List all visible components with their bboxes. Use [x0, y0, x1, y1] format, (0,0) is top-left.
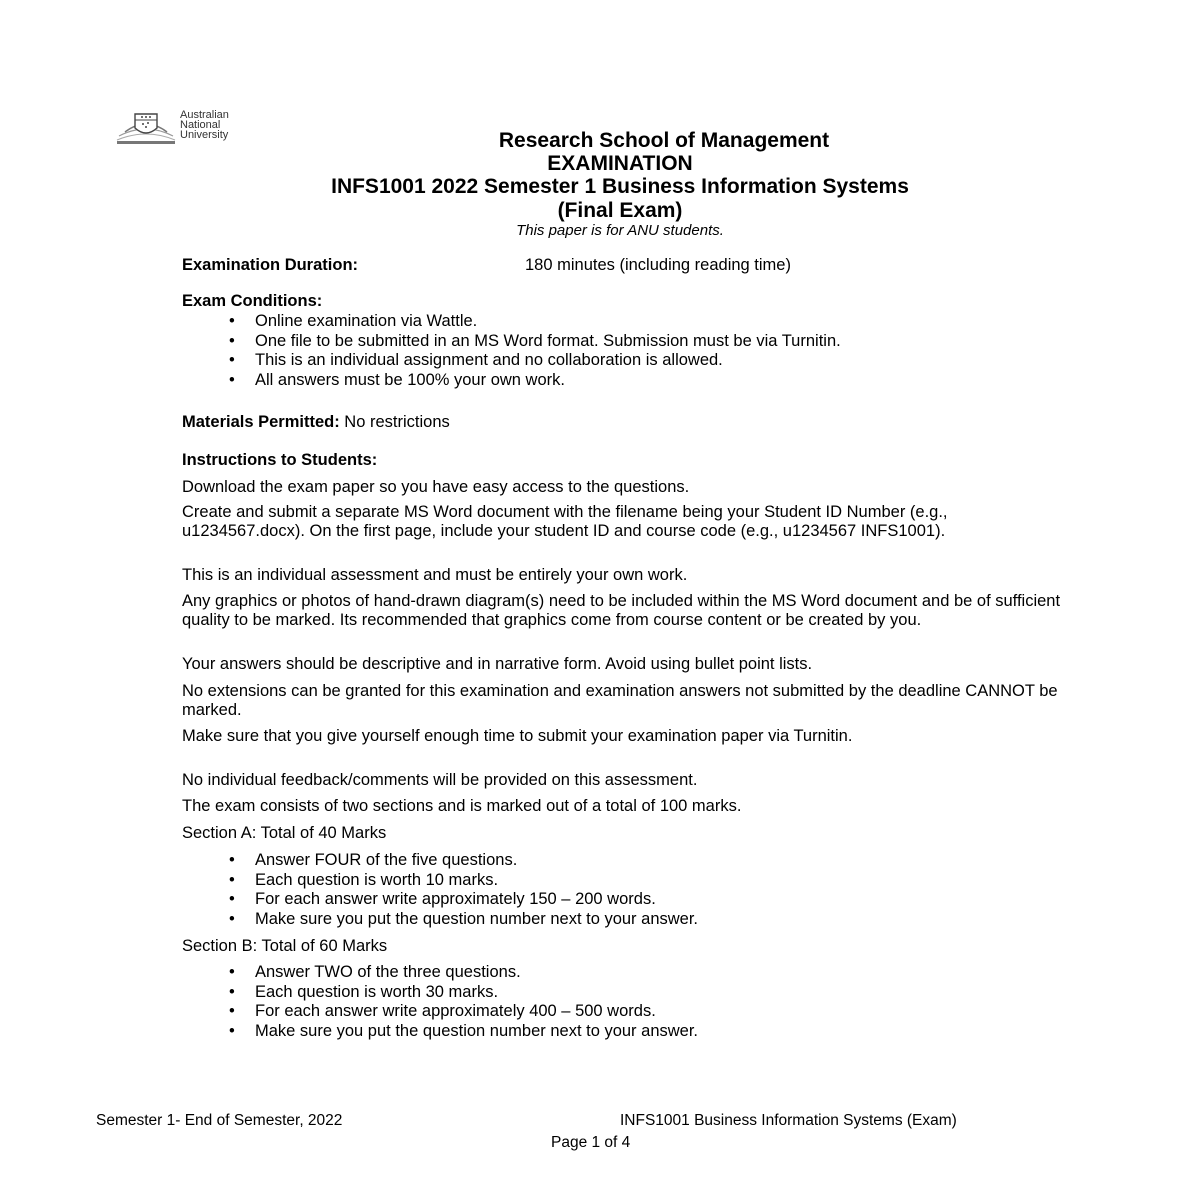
duration-value: 180 minutes (including reading time): [525, 256, 791, 274]
instruction-paragraph: Download the exam paper so you have easy access to the questions.: [182, 478, 690, 496]
list-item: • For each answer write approximately 400 – 500 words.: [229, 1002, 656, 1020]
materials-value: No restrictions: [339, 413, 450, 431]
audience-note: This paper is for ANU students.: [516, 222, 724, 239]
exam-label: EXAMINATION: [547, 152, 693, 175]
instruction-paragraph: No extensions can be granted for this examination and examination answers not submitted by the deadline CANNOT be marked.: [182, 682, 1058, 719]
footer-right: INFS1001 Business Information Systems (Exam): [620, 1112, 957, 1129]
instruction-paragraph: Your answers should be descriptive and in narrative form. Avoid using bullet point lists.: [182, 655, 813, 673]
materials-permitted: [182, 413, 1062, 432]
list-item: • Online examination via Wattle.: [229, 312, 478, 330]
list-item: • Answer FOUR of the five questions.: [229, 851, 518, 869]
footer-left: Semester 1- End of Semester, 2022: [96, 1112, 343, 1129]
list-item: • Make sure you put the question number next to your answer.: [229, 1021, 699, 1040]
list-item: • Each question is worth 30 marks.: [229, 982, 499, 1001]
instruction-paragraph: The exam consists of two sections and is marked out of a total of 100 marks.: [182, 797, 742, 815]
list-item: • Answer TWO of the three questions.: [229, 963, 521, 981]
page-number: Page 1 of 4: [551, 1134, 631, 1151]
instruction-paragraph: Any graphics or photos of hand-drawn diagram(s) need to be included within the MS Word document and be of sufficient quality to be marked. Its recommended that graphics come from course content or be created by you.: [182, 592, 1061, 629]
school-title: Research School of Management: [498, 129, 830, 152]
logo-line-2: National: [180, 119, 221, 131]
course-title: INFS1001 2022 Semester 1 Business Information Systems: [331, 175, 909, 198]
exam-type: (Final Exam): [557, 199, 683, 222]
conditions-heading: Exam Conditions:: [182, 292, 323, 310]
list-item: • This is an individual assignment and no collaboration is allowed.: [229, 351, 723, 369]
materials-label: Materials Permitted:: [182, 413, 340, 431]
instructions-heading: Instructions to Students:: [182, 451, 378, 469]
logo-line-3: University: [180, 129, 229, 141]
instruction-paragraph: Create and submit a separate MS Word document with the filename being your Student ID Number (e.g., u1234567.docx). On the first page, include your student ID and course code (e.g., u1234567 INFS1001).: [182, 503, 948, 540]
duration-label: Examination Duration:: [182, 256, 359, 274]
section-b-heading: Section B: Total of 60 Marks: [182, 937, 388, 955]
list-item: • For each answer write approximately 150 – 200 words.: [229, 890, 656, 908]
section-a-list: [182, 851, 698, 929]
list-item: • Each question is worth 10 marks.: [229, 870, 499, 889]
logo-line-1: Australian: [180, 109, 229, 121]
instruction-paragraph: This is an individual assessment and must be entirely your own work.: [182, 566, 688, 584]
section-b-list: [182, 963, 698, 1041]
section-a-heading: Section A: Total of 40 Marks: [182, 824, 387, 842]
list-item: • Make sure you put the question number next to your answer.: [229, 909, 699, 928]
conditions-list: [182, 312, 841, 390]
instruction-paragraph: No individual feedback/comments will be provided on this assessment.: [182, 771, 698, 789]
list-item: • All answers must be 100% your own work.: [229, 370, 565, 389]
instruction-paragraph: Make sure that you give yourself enough time to submit your examination paper via Turnitin.: [182, 727, 853, 745]
list-item: • One file to be submitted in an MS Word format. Submission must be via Turnitin.: [229, 331, 841, 350]
